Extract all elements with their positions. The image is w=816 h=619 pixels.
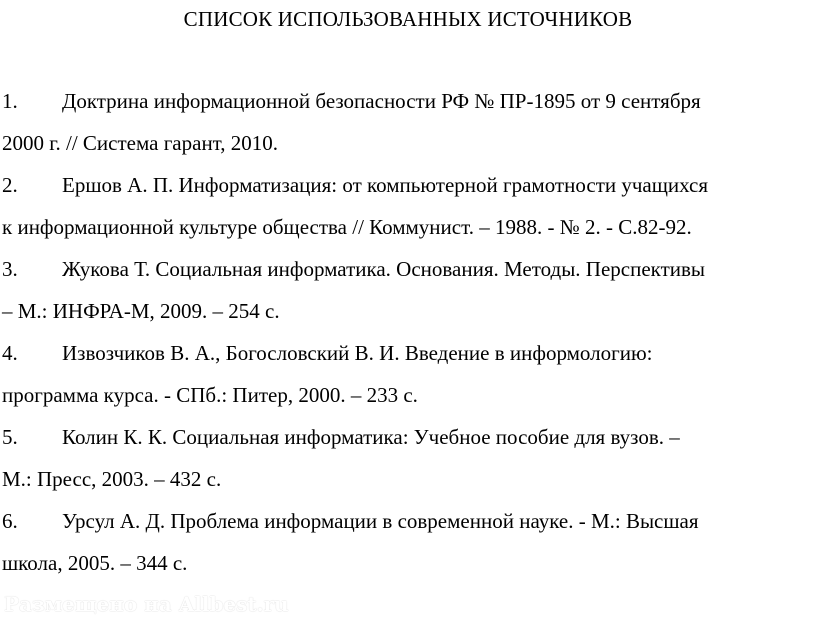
reference-text: Доктрина информационной безопасности РФ № ПР-1895 от 9 сентября	[62, 89, 701, 113]
reference-line-1	[2, 88, 814, 130]
reference-text: Урсул А. Д. Проблема информации в современной науке. - М.: Высшая	[62, 509, 699, 533]
reference-line-2: программа курса. - СПб.: Питер, 2000. – 233 с.	[2, 383, 418, 407]
reference-number: 2.	[2, 173, 18, 197]
reference-line-2: 2000 г. // Система гарант, 2010.	[2, 131, 279, 155]
reference-line-2: к информационной культуре общества // Коммунист. – 1988. - № 2. - С.82-92.	[2, 215, 692, 239]
reference-list	[2, 88, 814, 592]
reference-number: 1.	[2, 89, 18, 113]
reference-number: 3.	[2, 257, 18, 281]
reference-item	[2, 508, 814, 592]
reference-text: Колин К. К. Социальная информатика: Учебное пособие для вузов. –	[62, 425, 680, 449]
reference-item	[2, 172, 814, 256]
reference-line-2: – М.: ИНФРА-М, 2009. – 254 с.	[2, 299, 280, 323]
reference-line-2: М.: Пресс, 2003. – 432 с.	[2, 467, 222, 491]
reference-number: 4.	[2, 341, 18, 365]
reference-text: Жукова Т. Социальная информатика. Основания. Методы. Перспективы	[62, 257, 706, 281]
reference-number: 6.	[2, 509, 18, 533]
page-title: СПИСОК ИСПОЛЬЗОВАННЫХ ИСТОЧНИКОВ	[183, 7, 633, 31]
reference-text: Ершов А. П. Информатизация: от компьютерной грамотности учащихся	[62, 173, 709, 197]
reference-line-2: школа, 2005. – 344 с.	[2, 551, 188, 575]
reference-line-1	[2, 508, 814, 550]
reference-item	[2, 256, 814, 340]
reference-line-1	[2, 424, 814, 466]
watermark: Размещено на Allbest.ru	[4, 592, 289, 616]
reference-line-1	[2, 256, 814, 298]
reference-line-1	[2, 340, 814, 382]
reference-item	[2, 88, 814, 172]
reference-item	[2, 340, 814, 424]
reference-line-1	[2, 172, 814, 214]
reference-text: Извозчиков В. А., Богословский В. И. Введение в информологию:	[62, 341, 653, 365]
reference-item	[2, 424, 814, 508]
reference-number: 5.	[2, 425, 18, 449]
